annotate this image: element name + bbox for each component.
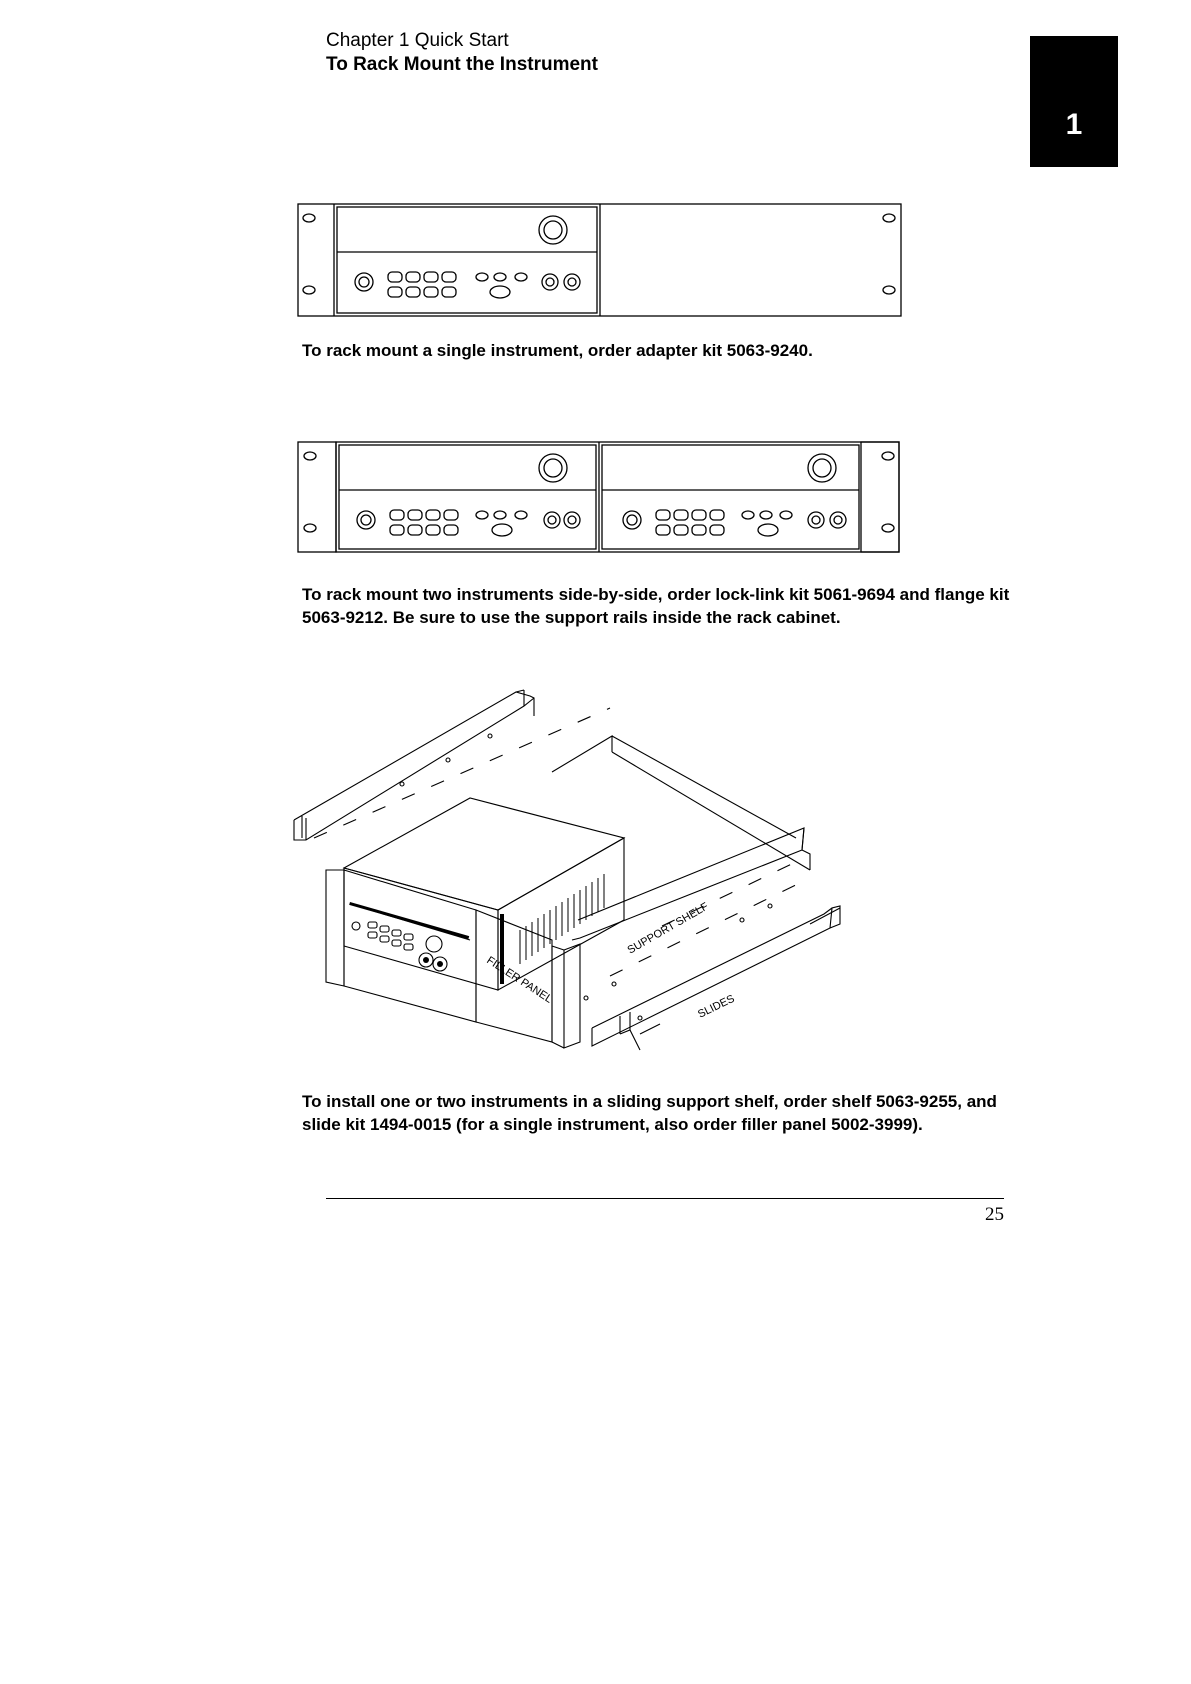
- figure-single-rack-mount: [296, 202, 906, 320]
- label-slides: SLIDES: [696, 992, 737, 1021]
- running-header-chapter: Chapter 1 Quick Start: [326, 30, 509, 51]
- caption-single-rack-mount: To rack mount a single instrument, order adapter kit 5063-9240.: [302, 341, 813, 360]
- footer-rule: [326, 1198, 1004, 1199]
- figure-support-shelf: [290, 688, 910, 1070]
- running-header-title: To Rack Mount the Instrument: [326, 54, 598, 75]
- caption-support-shelf: To install one or two instruments in a sliding support shelf, order shelf 5063-9255, and slide kit 1494-0015 (for a single instrument, also order filler panel 5002-3999).: [302, 1092, 997, 1134]
- caption-dual-rack-mount: To rack mount two instruments side-by-side, order lock-link kit 5061-9694 and flange kit 5063-9212. Be sure to use the support rails inside the rack cabinet.: [302, 585, 1010, 627]
- page-number: 25: [985, 1204, 1004, 1225]
- label-filler-panel: FILLER PANEL: [484, 954, 555, 1006]
- chapter-tab-number: 1: [1065, 108, 1083, 141]
- chapter-tab: [1030, 36, 1118, 167]
- label-support-shelf: SUPPORT SHELF: [625, 900, 711, 957]
- figure-dual-rack-mount: [296, 440, 906, 556]
